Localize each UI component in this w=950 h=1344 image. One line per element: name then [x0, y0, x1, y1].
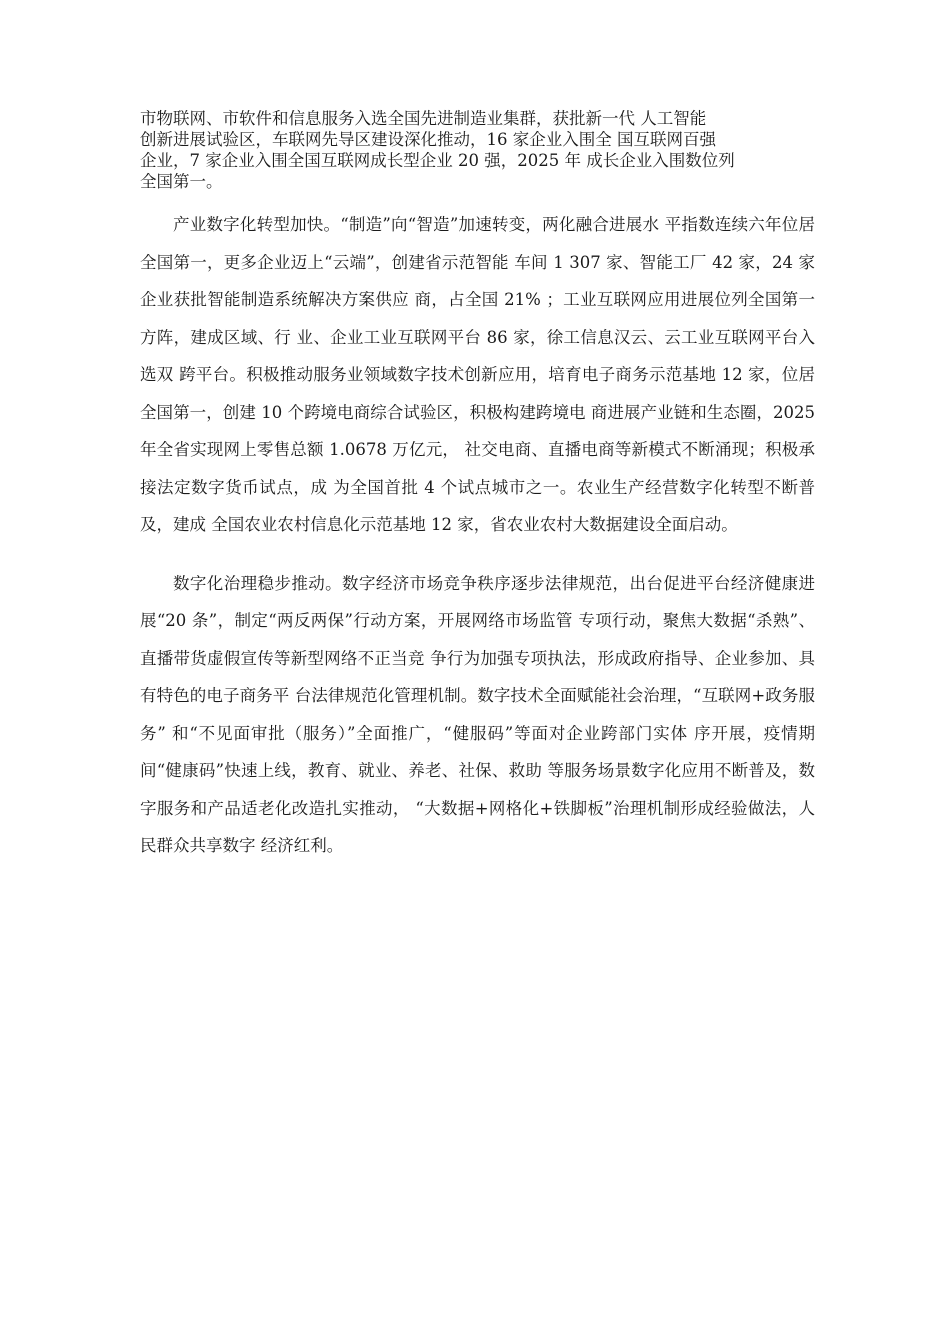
paragraph-digital-governance: 数字化治理稳步推动。数字经济市场竞争秩序逐步法律规范，出台促进平台经济健康进展“20 条”，制定“两反两保”行动方案，开展网络市场监管 专项行动，聚焦大数据“杀熟”、直播带货虚假宣传等新型网络不正当竞 争行为加强专项执法，形成政府指导、企业参加、具有特色的电子商务平 台法律规范化管理机制。数字技术全面赋能社会治理，“互联网+政务服务” 和“不见面审批（服务）”全面推广，“健服码”等面对企业跨部门实体 序开展，疫情期间“健康码”快速上线，教育、就业、养老、社保、救助 等服务场景数字化应用不断普及，数字服务和产品适老化改造扎实推动， “大数据+网格化+铁脚板”治理机制形成经验做法，人民群众共享数字 经济红利。: [140, 573, 815, 855]
document-page: [140, 108, 815, 865]
paragraph-industrial-digitalization: 产业数字化转型加快。“制造”向“智造”加速转变，两化融合进展水 平指数连续六年位居全国第一，更多企业迈上“云端”，创建省示范智能 车间 1 307 家、智能工厂 42 家，24 家企业获批智能制造系统解决方案供应 商，占全国 21% ；工业互联网应用进展位列全国第一方阵，建成区域、行 业、企业工业互联网平台 86 家，徐工信息汉云、云工业互联网平台入选双 跨平台。积极推动服务业领域数字技术创新应用，培育电子商务示范基地 12 家，位居全国第一，创建 10 个跨境电商综合试验区，积极构建跨境电 商进展产业链和生态圈，2025 年全省实现网上零售总额 1.0678 万亿元， 社交电商、直播电商等新模式不断涌现；积极承接法定数字货币试点，成 为全国首批 4 个试点城市之一。农业生产经营数字化转型不断普及，建成 全国农业农村信息化示范基地 12 家，省农业农村大数据建设全面启动。: [140, 215, 815, 534]
paragraph-continuation: 市物联网、市软件和信息服务入选全国先进制造业集群，获批新一代 人工智能 创新进展试验区，车联网先导区建设深化推动，16 家企业入围全 国互联网百强 企业，7 家企业入围全国互联网成长型企业 20 强，2025 年 成长企业入围数位列 全国第一。: [140, 109, 735, 191]
